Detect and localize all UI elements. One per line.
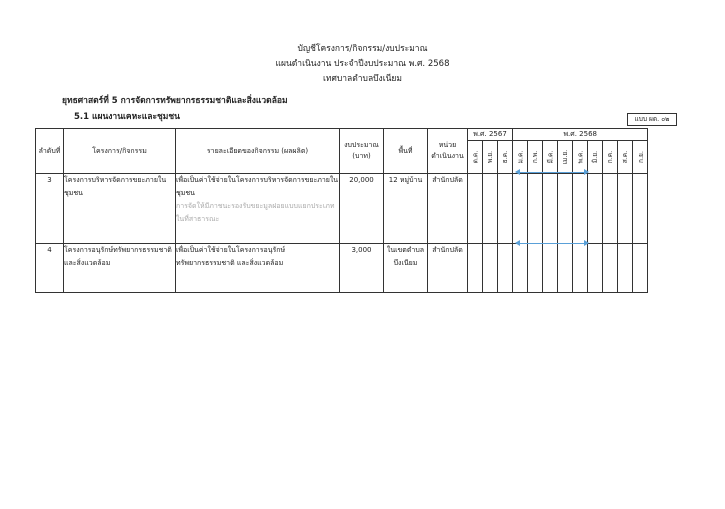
header-detail: รายละเอียดของกิจกรรม (ผลผลิต) bbox=[176, 129, 340, 174]
header-budget: งบประมาณ (บาท) bbox=[340, 129, 384, 174]
table-row bbox=[36, 244, 648, 293]
plan-heading: 5.1 แผนงานเคหะและชุมชน bbox=[74, 112, 180, 122]
month-cell bbox=[633, 174, 648, 244]
month-cell bbox=[588, 244, 603, 293]
row-no: 3 bbox=[36, 174, 64, 244]
header-organization: เทศบาลตำบลบึงเนียม bbox=[322, 74, 403, 84]
month-header: ธ.ค. bbox=[498, 141, 513, 174]
month-cell bbox=[588, 174, 603, 244]
month-header: พ.ค. bbox=[573, 141, 588, 174]
month-cell bbox=[498, 244, 513, 293]
activity-table bbox=[35, 128, 648, 293]
month-cell bbox=[558, 174, 573, 244]
row-detail: เพื่อเป็นค่าใช้จ่ายในโครงการอนุรักษ์ทรัพยากรธรรมชาติ และสิ่งแวดล้อม bbox=[176, 244, 340, 293]
month-cell bbox=[573, 244, 588, 293]
header-unit: หน่วย ดำเนินงาน bbox=[428, 129, 468, 174]
month-cell bbox=[558, 244, 573, 293]
row-project: โครงการอนุรักษ์ทรัพยากรธรรมชาติและสิ่งแวดล้อม bbox=[64, 244, 176, 293]
month-cell bbox=[543, 244, 558, 293]
month-cell bbox=[633, 244, 648, 293]
form-code-badge: แบบ ผด. ๐๒ bbox=[627, 113, 677, 126]
header-project: โครงการ/กิจกรรม bbox=[64, 129, 176, 174]
timeline-arrow bbox=[515, 168, 589, 176]
month-header: พ.ย. bbox=[483, 141, 498, 174]
row-project: โครงการบริหารจัดการขยะภายในชุมชน bbox=[64, 174, 176, 244]
document-header bbox=[0, 42, 725, 87]
header-year-2568: พ.ศ. 2568 bbox=[513, 129, 648, 141]
header-area: พื้นที่ bbox=[384, 129, 428, 174]
strategy-heading: ยุทธศาสตร์ที่ 5 การจัดการทรัพยากรธรรมชาติและสิ่งแวดล้อม bbox=[62, 96, 288, 106]
month-cell bbox=[528, 244, 543, 293]
month-header: ก.พ. bbox=[528, 141, 543, 174]
month-cell bbox=[468, 244, 483, 293]
month-cell bbox=[513, 244, 528, 293]
month-header: ม.ค. bbox=[513, 141, 528, 174]
row-detail-extra: การจัดให้มีภาชนะรองรับขยะมูลฝอยแบบแยกประเภทในที่สาธารณะ bbox=[176, 202, 335, 223]
timeline-arrow bbox=[515, 239, 589, 247]
month-cell bbox=[543, 174, 558, 244]
row-unit: สำนักปลัด bbox=[428, 174, 468, 244]
row-area: ในเขตตำบลบึงเนียม bbox=[384, 244, 428, 293]
month-cell bbox=[483, 174, 498, 244]
month-cell bbox=[528, 174, 543, 244]
row-detail bbox=[176, 174, 340, 244]
row-budget: 3,000 bbox=[340, 244, 384, 293]
row-budget: 20,000 bbox=[340, 174, 384, 244]
row-no: 4 bbox=[36, 244, 64, 293]
header-plan-year: แผนดำเนินงาน ประจำปีงบประมาณ พ.ศ. 2568 bbox=[275, 59, 450, 69]
month-header: ก.ย. bbox=[633, 141, 648, 174]
month-header: ก.ค. bbox=[603, 141, 618, 174]
month-header: มิ.ย. bbox=[588, 141, 603, 174]
row-area: 12 หมู่บ้าน bbox=[384, 174, 428, 244]
month-cell bbox=[618, 174, 633, 244]
month-cell bbox=[603, 244, 618, 293]
month-cell bbox=[513, 174, 528, 244]
row-detail-text: เพื่อเป็นค่าใช้จ่ายในโครงการบริหารจัดการขยะภายในชุมชน bbox=[176, 176, 339, 197]
row-unit: สำนักปลัด bbox=[428, 244, 468, 293]
month-header: ส.ค. bbox=[618, 141, 633, 174]
month-cell bbox=[618, 244, 633, 293]
month-cell bbox=[498, 174, 513, 244]
header-no: ลำดับที่ bbox=[36, 129, 64, 174]
month-cell bbox=[573, 174, 588, 244]
month-cell bbox=[483, 244, 498, 293]
month-cell bbox=[603, 174, 618, 244]
table-row bbox=[36, 174, 648, 244]
month-header: มี.ค. bbox=[543, 141, 558, 174]
month-header: ต.ค. bbox=[468, 141, 483, 174]
header-year-2567: พ.ศ. 2567 bbox=[468, 129, 513, 141]
month-header: เม.ย. bbox=[558, 141, 573, 174]
header-title: บัญชีโครงการ/กิจกรรม/งบประมาณ bbox=[297, 44, 428, 54]
month-cell bbox=[468, 174, 483, 244]
